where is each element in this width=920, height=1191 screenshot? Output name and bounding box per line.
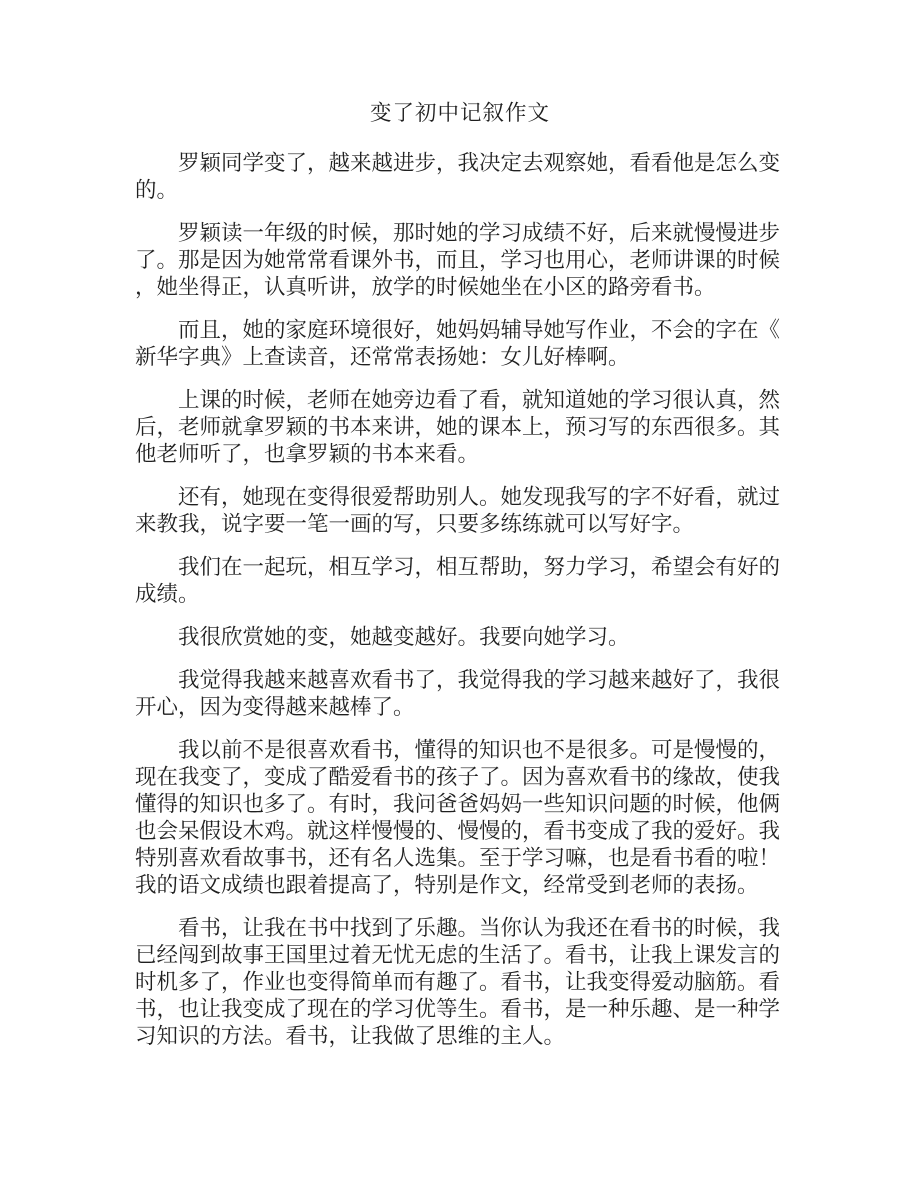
paragraph: 而且，她的家庭环境很好，她妈妈辅导她写作业，不会的字在《新华字典》上查读音，还常常表扬她：女儿好棒啊。: [135, 318, 781, 369]
paragraph: 上课的时候，老师在她旁边看了看，就知道她的学习很认真，然后，老师就拿罗颖的书本来讲，她的课本上，预习写的东西很多。其他老师听了，也拿罗颖的书本来看。: [135, 388, 781, 466]
paragraph: 罗颖读一年级的时候，那时她的学习成绩不好，后来就慢慢进步了。那是因为她常常看课外书，而且，学习也用心，老师讲课的时候，她坐得正，认真听讲，放学的时候她坐在小区的路旁看书。: [135, 221, 781, 299]
paragraph: 我们在一起玩，相互学习，相互帮助，努力学习，希望会有好的成绩。: [135, 555, 781, 606]
document-title: 变了初中记叙作文: [369, 101, 550, 125]
paragraph: 看书，让我在书中找到了乐趣。当你认为我还在看书的时候，我已经闯到故事王国里过着无忧无虑的生活了。看书，让我上课发言的时机多了，作业也变得简单而有趣了。看书，让我变得爱动脑筋。看书，也让我变成了现在的学习优等生。看书，是一种乐趣、是一种学习知识的方法。看书，让我做了思维的主人。: [135, 916, 781, 1048]
paragraph: 还有，她现在变得很爱帮助别人。她发现我写的字不好看，就过来教我，说字要一笔一画的写，只要多练练就可以写好字。: [135, 485, 781, 536]
paragraph: 我以前不是很喜欢看书，懂得的知识也不是很多。可是慢慢的，现在我变了，变成了酷爱看书的孩子了。因为喜欢看书的缘故，使我懂得的知识也多了。有时，我问爸爸妈妈一些知识问题的时候，他俩也会呆假设木鸡。就这样慢慢的、慢慢的，看书变成了我的爱好。我特别喜欢看故事书，还有名人选集。至于学习嘛，也是看书看的啦！我的语文成绩也跟着提高了，特别是作文，经常受到老师的表扬。: [135, 738, 781, 897]
paragraph: 罗颖同学变了，越来越进步，我决定去观察她，看看他是怎么变的。: [135, 151, 781, 202]
paragraph: 我很欣赏她的变，她越变越好。我要向她学习。: [178, 625, 630, 649]
document-body: [135, 150, 785, 1050]
paragraph: 我觉得我越来越喜欢看书了，我觉得我的学习越来越好了，我很开心，因为变得越来越棒了。: [135, 668, 781, 719]
